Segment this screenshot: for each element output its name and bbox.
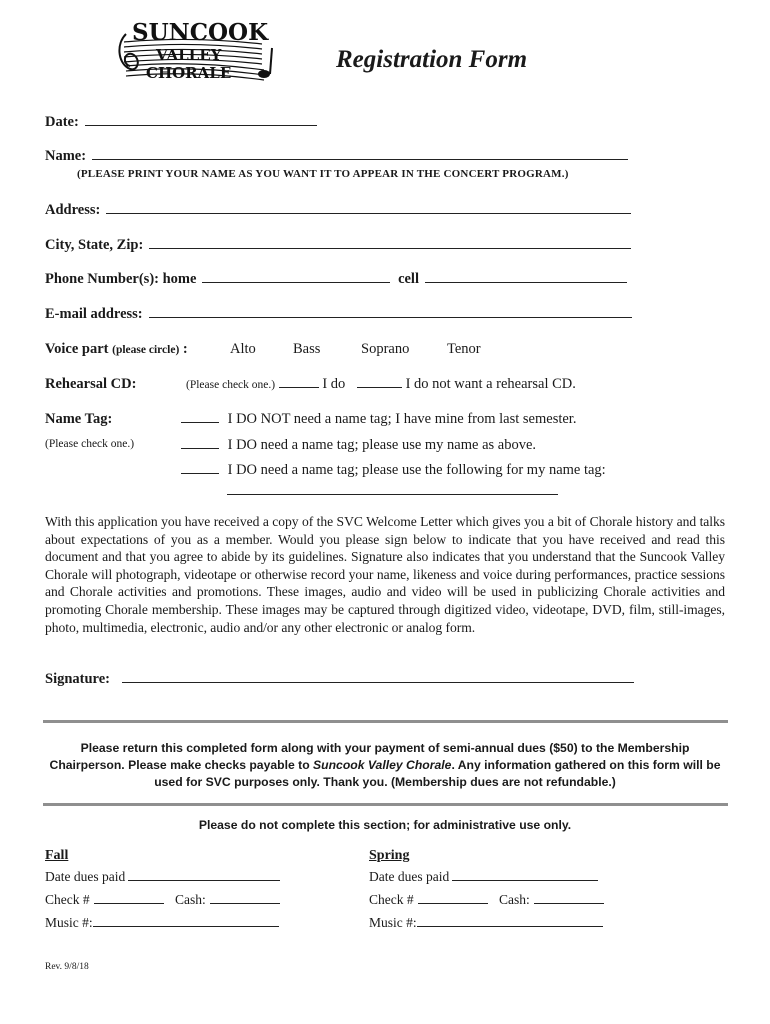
spring-music-input-line[interactable] [417,925,603,927]
fall-cash-input-line[interactable] [210,902,280,904]
admin-section-title: Please do not complete this section; for administrative use only. [198,818,572,832]
name-tag-option-1 [181,411,576,428]
spring-dues-row [369,869,598,885]
voice-option-bass[interactable]: Bass [293,341,321,357]
phone-cell-input-line[interactable] [425,281,627,283]
voice-option-tenor[interactable]: Tenor [447,341,481,357]
name-label: Name: [45,148,87,164]
rehearsal-cd-note: (Please check one.) [186,379,276,391]
spring-cash-input-line[interactable] [534,902,604,904]
voice-part-row [45,341,188,358]
name-tag-option-3 [181,462,606,479]
divider-bottom [43,803,728,806]
signature-input-line[interactable] [122,681,634,683]
voice-part-note: (please circle) [112,344,180,356]
fall-dues-input-line[interactable] [128,879,280,881]
return-notice-payee: Suncook Valley Chorale [313,758,452,772]
spring-check-label: Check # [369,892,414,907]
name-tag-option-2 [181,437,536,454]
name-tag-option-1-checkbox-line[interactable] [181,421,219,423]
spring-music-label: Music #: [369,915,417,930]
address-row [45,202,631,219]
city-state-zip-row [45,237,631,254]
name-tag-note: (Please check one.) [45,438,135,450]
spring-check-row [369,892,604,908]
name-tag-option-2-checkbox-line[interactable] [181,447,219,449]
phone-home-label: Phone Number(s): home [45,271,197,287]
rehearsal-cd-no-label: I do not want a rehearsal CD. [405,376,576,392]
suncook-valley-chorale-logo [112,14,280,86]
date-label: Date: [45,114,79,130]
voice-part-colon: : [182,341,188,357]
consent-paragraph: With this application you have received a copy of the SVC Welcome Letter which gives you a bit of Chorale history and talks about expectations of you as a member. Would you please sign below to indicate that you have received and read this document and that you agree to abide by its guidelines. Signature also indicates that you understand that the Suncook Valley Chorale will photograph, videotape or otherwise record your name, likeness and voice during performances, practice sessions and Chorale activities and promotions. These images, audio and video will be used in publicizing Chorale activities and promoting Chorale membership. These images may be captured through digitized video, videotape, DVD, film, still-images, photo, multimedia, electronic, audio and/or any other electronic or analog form. [45,514,725,635]
email-input-line[interactable] [149,316,632,318]
revision-date: Rev. 9/8/18 [45,962,89,972]
phone-cell-label: cell [398,271,419,287]
rehearsal-cd-options [186,376,576,393]
phone-home-input-line[interactable] [202,281,390,283]
rehearsal-cd-yes-checkbox-line[interactable] [279,386,319,388]
name-tag-option-1-label: I DO NOT need a name tag; I have mine from last semester. [227,411,577,427]
divider-top [43,720,728,723]
address-input-line[interactable] [106,212,631,214]
name-instruction: (PLEASE PRINT YOUR NAME AS YOU WANT IT TO APPEAR IN THE CONCERT PROGRAM.) [77,168,569,180]
spring-heading: Spring [369,848,410,863]
spring-dues-label: Date dues paid [369,869,450,884]
email-row [45,306,632,323]
logo-line2: VALLEY [156,46,222,64]
return-notice-part2: . Any information gathered on this form will be used for SVC purposes only. Thank you. (Membership dues are not refundable.) [154,758,721,789]
date-row [45,114,317,131]
fall-music-label: Music #: [45,915,93,930]
name-tag-option-3-label: I DO need a name tag; please use the following for my name tag: [227,462,606,478]
fall-check-input-line[interactable] [94,902,164,904]
name-tag-option-3-checkbox-line[interactable] [181,472,219,474]
signature-label: Signature: [45,671,110,687]
name-tag-label: Name Tag: [45,411,113,427]
fall-dues-label: Date dues paid [45,869,126,884]
spring-check-input-line[interactable] [418,902,488,904]
fall-music-input-line[interactable] [93,925,279,927]
fall-cash-label: Cash: [175,892,206,907]
fall-music-row [45,915,279,931]
spring-music-row [369,915,603,931]
logo-line1: SUNCOOK [132,19,269,46]
voice-option-alto[interactable]: Alto [230,341,256,357]
email-label: E-mail address: [45,306,143,322]
rehearsal-cd-no-checkbox-line[interactable] [357,386,402,388]
name-tag-custom-input-line[interactable] [227,493,558,495]
fall-dues-row [45,869,280,885]
city-state-zip-input-line[interactable] [149,247,631,249]
phone-row [45,271,627,288]
date-input-line[interactable] [85,124,317,126]
spring-dues-input-line[interactable] [452,879,598,881]
fall-check-row [45,892,280,908]
address-label: Address: [45,202,101,218]
voice-option-soprano[interactable]: Soprano [361,341,410,357]
name-input-line[interactable] [92,158,628,160]
fall-check-label: Check # [45,892,90,907]
city-state-zip-label: City, State, Zip: [45,237,144,253]
name-row [45,148,628,165]
rehearsal-cd-label: Rehearsal CD: [45,376,137,392]
voice-part-label: Voice part [45,341,109,357]
logo-line3: CHORALE [146,64,232,82]
rehearsal-cd-yes-label: I do [322,376,346,392]
name-tag-option-2-label: I DO need a name tag; please use my name as above. [227,437,537,453]
form-title: Registration Form [336,46,528,73]
return-notice [45,740,725,791]
signature-row [45,671,634,688]
spring-cash-label: Cash: [499,892,530,907]
fall-heading: Fall [45,848,69,863]
return-notice-part1: Please return this completed form along with your payment of semi-annual dues ($50) to the Membership Chairperson. Please make checks payable to [49,741,690,772]
